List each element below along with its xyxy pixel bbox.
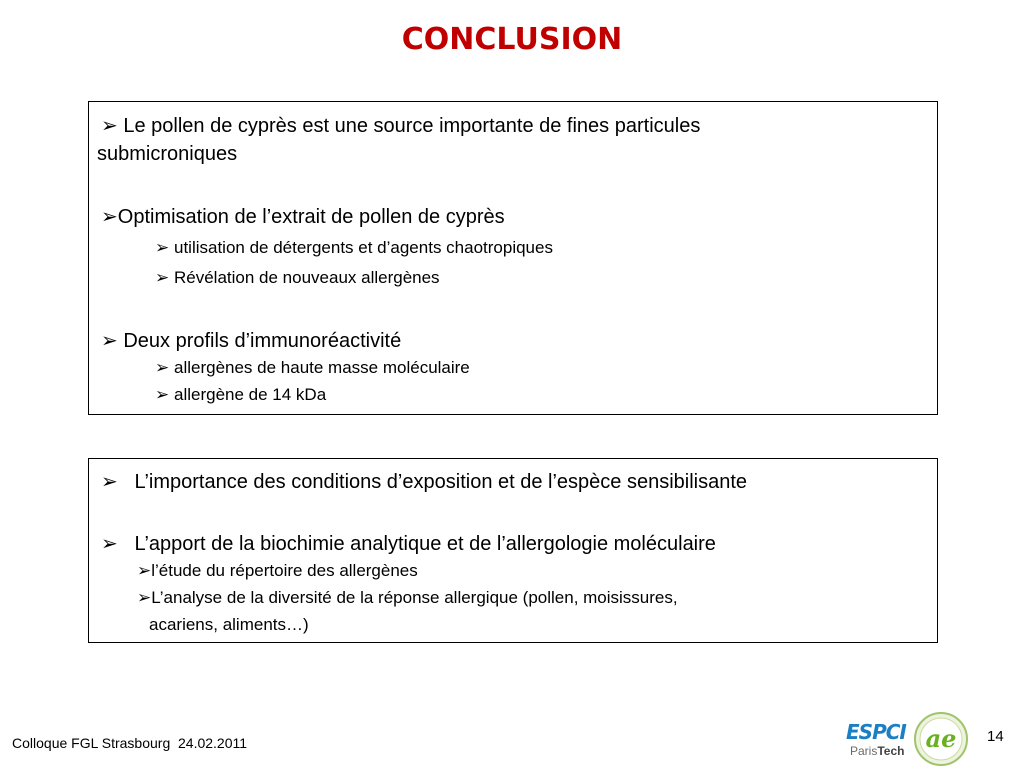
bullet-item	[101, 531, 716, 556]
bullet-text: allergène de 14 kDa	[173, 385, 327, 404]
bullet-continuation	[149, 615, 309, 635]
sub-bullet-item	[137, 588, 678, 608]
arrow-bullet-icon: ➢	[101, 113, 118, 137]
sub-bullet-item	[155, 238, 553, 258]
page-number: 14	[987, 728, 1004, 745]
bullet-item	[101, 328, 401, 353]
bullet-text: submicroniques	[97, 143, 238, 165]
bullet-text: Optimisation de l’extrait de pollen de cyprès	[117, 206, 505, 228]
ae-logo	[913, 711, 969, 767]
bullet-item	[101, 204, 505, 229]
arrow-bullet-icon: ➢	[137, 588, 152, 608]
ae-logo-text: ae	[925, 724, 957, 753]
arrow-bullet-icon: ➢	[137, 561, 152, 581]
arrow-bullet-icon: ➢	[155, 268, 170, 288]
bullet-text: Deux profils d’immunoréactivité	[123, 330, 402, 352]
bullet-text: L’importance des conditions d’exposition et de l’espèce sensibilisante	[134, 471, 748, 493]
arrow-bullet-icon: ➢	[155, 385, 170, 405]
bullet-item	[101, 469, 747, 494]
sub-bullet-item	[155, 268, 440, 288]
sub-bullet-item	[137, 561, 418, 581]
espci-paristech-logo	[846, 716, 914, 764]
sub-bullet-item	[155, 385, 326, 405]
bullet-text: Révélation de nouveaux allergènes	[173, 268, 440, 287]
footer-text: Colloque FGL Strasbourg 24.02.2011	[12, 735, 248, 751]
bullet-text: allergènes de haute masse moléculaire	[173, 358, 470, 377]
bullet-text: Le pollen de cyprès est une source importante de fines particules	[123, 115, 701, 137]
bullet-text: l’étude du répertoire des allergènes	[151, 561, 418, 580]
arrow-bullet-icon: ➢	[155, 238, 170, 258]
bullet-text: L’analyse de la diversité de la réponse allergique (pollen, moisissures,	[151, 588, 678, 607]
slide-title: CONCLUSION	[401, 22, 623, 57]
bullet-text: acariens, aliments…)	[149, 615, 309, 634]
conclusion-box-1	[88, 101, 938, 415]
paristech-logo-text: ParisTech	[850, 744, 905, 758]
arrow-bullet-icon: ➢	[101, 531, 118, 555]
bullet-text: utilisation de détergents et d’agents chaotropiques	[173, 238, 553, 257]
bullet-item	[101, 113, 700, 138]
arrow-bullet-icon: ➢	[155, 358, 170, 378]
espci-logo-text: ESPCI	[846, 720, 906, 744]
arrow-bullet-icon: ➢	[101, 204, 118, 228]
conclusion-box-2	[88, 458, 938, 643]
bullet-text: L’apport de la biochimie analytique et de l’allergologie moléculaire	[134, 533, 716, 555]
arrow-bullet-icon: ➢	[101, 328, 118, 352]
bullet-continuation	[97, 143, 237, 166]
arrow-bullet-icon: ➢	[101, 469, 118, 493]
sub-bullet-item	[155, 358, 470, 378]
